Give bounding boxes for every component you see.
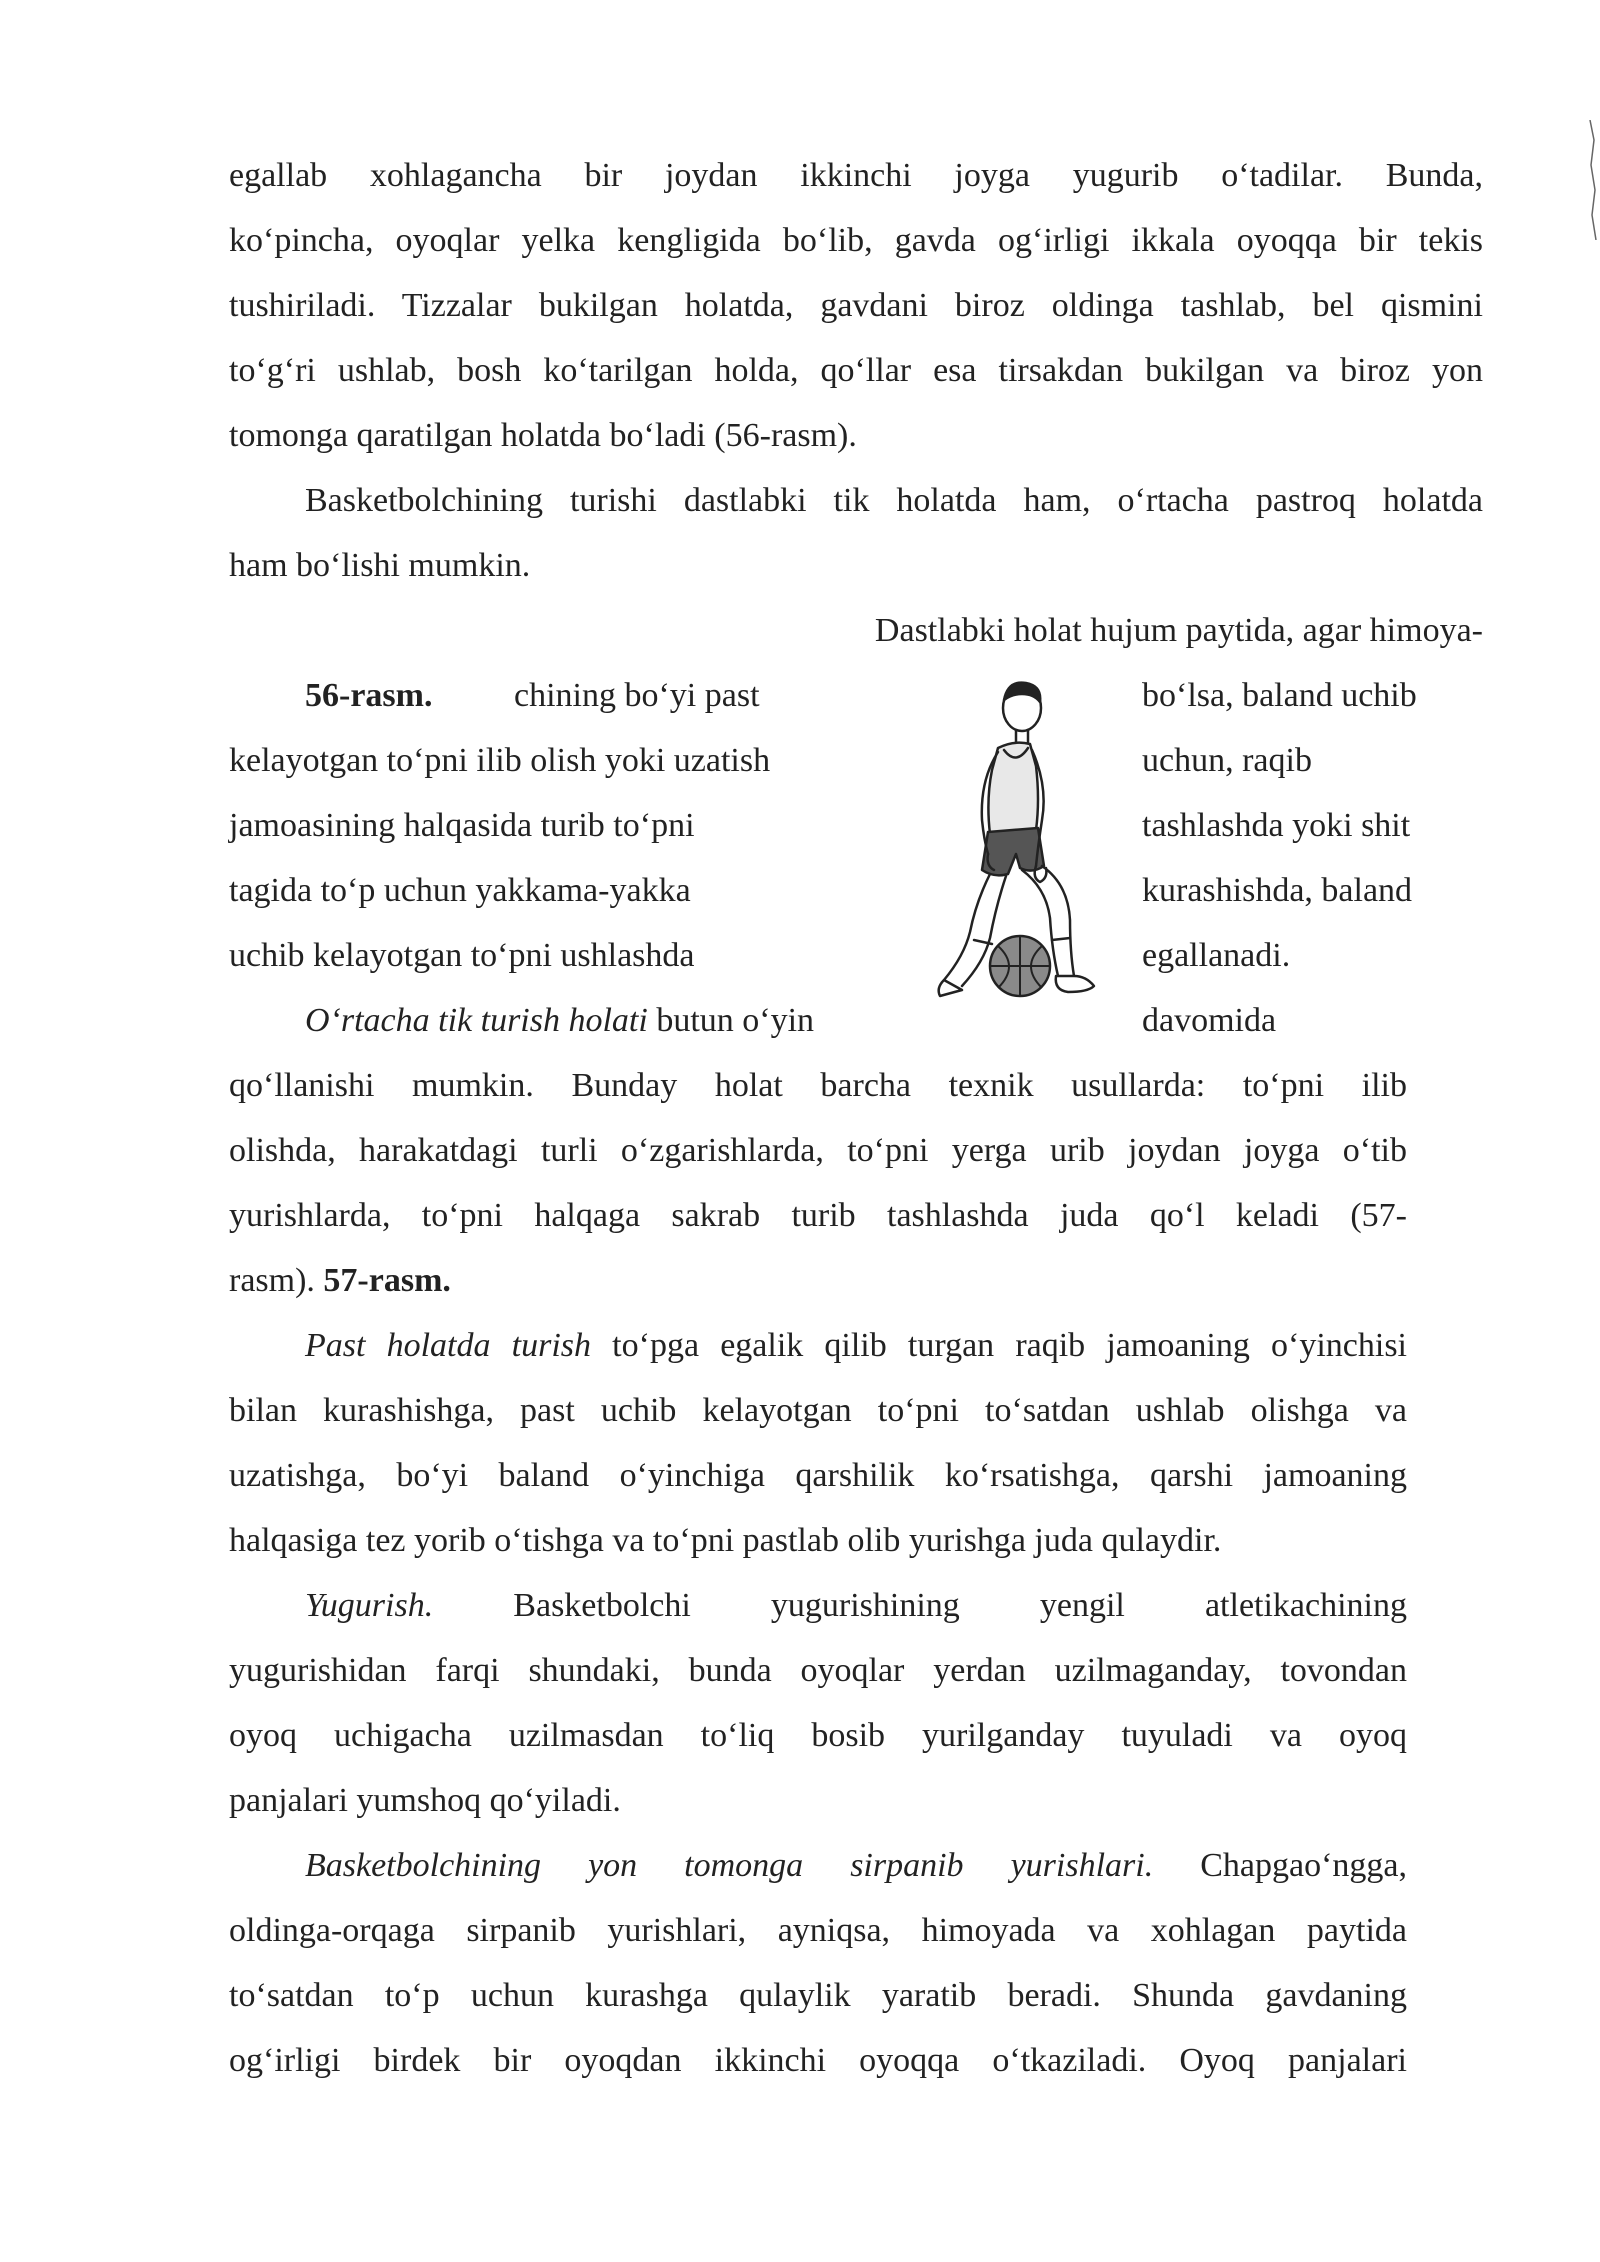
p6-line-1 [305,1584,1407,1628]
p6-line-3: oyoq uchigacha uzilmasdan to‘liq bosib yurilganday tuyuladi va oyoq [229,1717,1407,1754]
p4-line-5 [229,1259,451,1303]
p5-term: Past holatda turish [305,1327,592,1364]
p4-line-3: olishda, harakatdagi turli o‘zgarishlarda, to‘pni yerga urib joydan joyga o‘tib [229,1132,1407,1169]
p3-line-4b: tashlashda yoki shit [1142,807,1411,844]
p5-line-2: bilan kurashishga, past uchib kelayotgan to‘pni to‘satdan ushlab olishga va [229,1392,1407,1429]
p5-line-3: uzatishga, bo‘yi baland o‘yinchiga qarshilik ko‘rsatishga, qarshi jamoaning [229,1457,1407,1494]
p3-line-6a: uchib kelayotgan to‘pni ushlashda [229,937,695,974]
p7-line-2: oldinga-orqaga sirpanib yurishlari, ayniqsa, himoyada va xohlagan paytida [229,1912,1407,1949]
p5-line-1 [305,1324,1407,1368]
basketball-player-illustration [918,670,1118,1010]
p5-line-1-text: to‘pga egalik qilib turgan raqib jamoaning o‘yinchisi [612,1327,1407,1364]
p4-line-1a [305,999,814,1043]
figure-56-caption: 56-rasm. [305,677,433,714]
p3-line-6b: egallanadi. [1142,937,1291,974]
p4-line-4: yurishlarda, to‘pni halqaga sakrab turib tashlashda juda qo‘l keladi (57- [229,1197,1407,1234]
p7-line-1-text: Chapgao‘ngga, [1200,1847,1407,1884]
p4-line-1b: davomida [1142,1002,1277,1039]
p3-line-1: Dastlabki holat hujum paytida, agar himoya- [874,612,1483,649]
p6-term: Yugurish. [305,1587,434,1624]
p3-line-5b: kurashishda, baland [1142,872,1413,909]
p1-line-2: ko‘pincha, oyoqlar yelka kengligida bo‘lib, gavda og‘irligi ikkala oyoqqa bir tekis [229,222,1483,259]
p6-line-4: panjalari yumshoq qo‘yiladi. [229,1782,621,1819]
p7-term: Basketbolchining yon tomonga sirpanib yurishlari. [305,1847,1154,1884]
figure-57-caption: 57-rasm. [323,1262,451,1299]
scan-edge-mark [1588,120,1598,240]
p3-line-2a: chining bo‘yi past [514,677,760,714]
p3-line-2b: bo‘lsa, baland uchib [1142,677,1417,714]
p4-term: O‘rtacha tik turish holati [305,1002,648,1039]
p1-line-1: egallab xohlagancha bir joydan ikkinchi joyga yugurib o‘tadilar. Bunda, [229,157,1483,194]
p4-line-1a-text: butun o‘yin [656,1002,815,1039]
p7-line-1 [305,1844,1407,1888]
p2-line-1: Basketbolchining turishi dastlabki tik holatda ham, o‘rtacha pastroq holatda [305,482,1483,519]
p3-line-3b: uchun, raqib [1142,742,1312,779]
p4-line-2: qo‘llanishi mumkin. Bunday holat barcha texnik usullarda: to‘pni ilib [229,1067,1407,1104]
basketball-icon [990,936,1050,996]
p6-line-2: yugurishidan farqi shundaki, bunda oyoqlar yerdan uzilmaganday, tovondan [229,1652,1407,1689]
p7-line-4: og‘irligi birdek bir oyoqdan ikkinchi oyoqqa o‘tkaziladi. Oyoq panjalari [229,2042,1407,2079]
p1-line-5: tomonga qaratilgan holatda bo‘ladi (56-rasm). [229,417,857,454]
p5-line-4: halqasiga tez yorib o‘tishga va to‘pni pastlab olib yurishga juda qulaydir. [229,1522,1222,1559]
p2-line-2: ham bo‘lishi mumkin. [229,547,531,584]
p7-line-3: to‘satdan to‘p uchun kurashga qulaylik yaratib beradi. Shunda gavdaning [229,1977,1407,2014]
p3-line-4a: jamoasining halqasida turib to‘pni [229,807,695,844]
p3-line-3a: kelayotgan to‘pni ilib olish yoki uzatish [229,742,771,779]
p1-line-4: to‘g‘ri ushlab, bosh ko‘tarilgan holda, qo‘llar esa tirsakdan bukilgan va biroz yon [229,352,1483,389]
p3-line-5a: tagida to‘p uchun yakkama-yakka [229,872,691,909]
p4-line-5-text: rasm). [229,1262,315,1299]
p1-line-3: tushiriladi. Tizzalar bukilgan holatda, gavdani biroz oldinga tashlab, bel qismini [229,287,1483,324]
p6-line-1-text: Basketbolchi yugurishining yengil atletikachining [513,1587,1408,1624]
